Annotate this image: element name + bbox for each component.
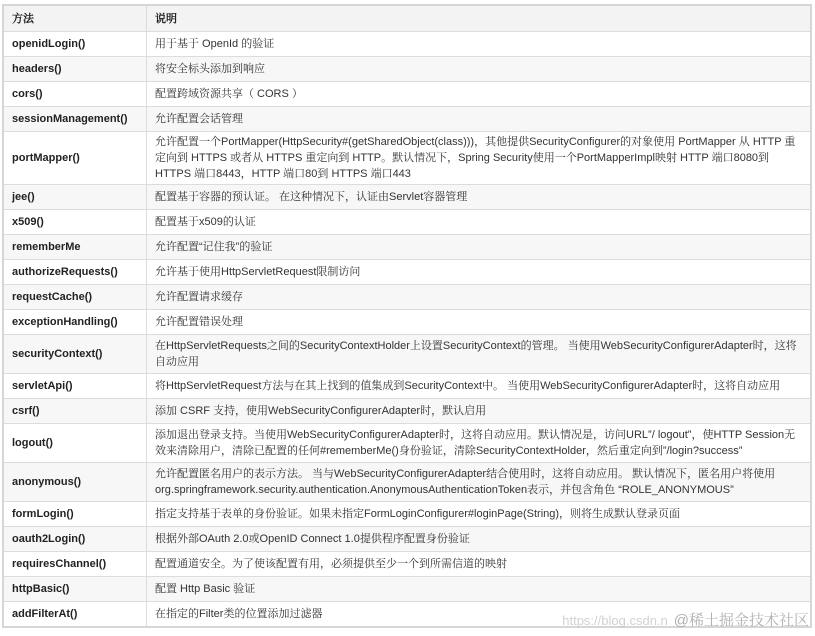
method-cell: csrf()	[3, 399, 147, 424]
watermark-text: @稀土掘金技术社区	[673, 612, 809, 629]
method-cell: httpBasic()	[3, 577, 147, 602]
method-cell: portMapper()	[3, 132, 147, 185]
method-cell: headers()	[3, 57, 147, 82]
table-row	[3, 310, 811, 335]
method-cell: exceptionHandling()	[3, 310, 147, 335]
method-cell: authorizeRequests()	[3, 260, 147, 285]
table-row	[3, 527, 811, 552]
method-cell: oauth2Login()	[3, 527, 147, 552]
description-cell: 将安全标头添加到响应	[147, 57, 812, 82]
description-cell: 允许配置会话管理	[147, 107, 812, 132]
method-cell: formLogin()	[3, 502, 147, 527]
table-row	[3, 82, 811, 107]
table-row	[3, 235, 811, 260]
table-row	[3, 424, 811, 463]
method-cell: cors()	[3, 82, 147, 107]
table-row	[3, 335, 811, 374]
description-cell: 用于基于 OpenId 的验证	[147, 32, 812, 57]
description-cell: 在指定的Filter类的位置添加过滤器	[147, 602, 812, 628]
description-cell: 允许配置错误处理	[147, 310, 812, 335]
table-row	[3, 285, 811, 310]
description-cell: 根据外部OAuth 2.0或OpenID Connect 1.0提供程序配置身份验证	[147, 527, 812, 552]
table-body	[3, 32, 811, 628]
table-row	[3, 32, 811, 57]
description-cell: 允许配置“记住我”的验证	[147, 235, 812, 260]
header-description: 说明	[147, 5, 812, 32]
method-cell: requestCache()	[3, 285, 147, 310]
table-row	[3, 552, 811, 577]
methods-table	[2, 4, 812, 628]
description-cell: 配置 Http Basic 验证	[147, 577, 812, 602]
description-cell: 添加退出登录支持。当使用WebSecurityConfigurerAdapter时，这将自动应用。默认情况是，访问URL”/ logout”，使HTTP Session无效来清除用户，清除已配置的任何#rememberMe()身份验证，清除SecurityContextHolder，然后重定向到”/login?success”	[147, 424, 812, 463]
watermark	[562, 609, 809, 630]
table-header-row	[3, 5, 811, 32]
description-cell: 添加 CSRF 支持，使用WebSecurityConfigurerAdapter时，默认启用	[147, 399, 812, 424]
table-row	[3, 210, 811, 235]
description-cell: 配置跨域资源共享（ CORS ）	[147, 82, 812, 107]
watermark-url: https://blog.csdn.n	[562, 613, 668, 628]
method-cell: rememberMe	[3, 235, 147, 260]
table-row	[3, 374, 811, 399]
method-cell: securityContext()	[3, 335, 147, 374]
table-row	[3, 399, 811, 424]
table-row	[3, 107, 811, 132]
table-row	[3, 185, 811, 210]
method-cell: jee()	[3, 185, 147, 210]
table-row	[3, 260, 811, 285]
table-row	[3, 502, 811, 527]
description-cell: 允许配置匿名用户的表示方法。 当与WebSecurityConfigurerAdapter结合使用时，这将自动应用。 默认情况下，匿名用户将使用org.springframework.security.authentication.AnonymousAuthenticationToken表示，并包含角色 “ROLE_ANONYMOUS”	[147, 463, 812, 502]
description-cell: 配置基于x509的认证	[147, 210, 812, 235]
table-row	[3, 132, 811, 185]
table-row	[3, 577, 811, 602]
method-cell: sessionManagement()	[3, 107, 147, 132]
method-cell: requiresChannel()	[3, 552, 147, 577]
table-row	[3, 57, 811, 82]
table-row	[3, 463, 811, 502]
method-cell: x509()	[3, 210, 147, 235]
method-cell: addFilterAt()	[3, 602, 147, 628]
description-cell: 在HttpServletRequests之间的SecurityContextHolder上设置SecurityContext的管理。 当使用WebSecurityConfigurerAdapter时，这将自动应用	[147, 335, 812, 374]
description-cell: 允许配置一个PortMapper(HttpSecurity#(getSharedObject(class)))，其他提供SecurityConfigurer的对象使用 PortMapper 从 HTTP 重定向到 HTTPS 或者从 HTTPS 重定向到 HTTP。默认情况下，Spring Security使用一个PortMapperImpl映射 HTTP 端口8080到 HTTPS 端口8443，HTTP 端口80到 HTTPS 端口443	[147, 132, 812, 185]
header-method: 方法	[3, 5, 147, 32]
description-cell: 允许基于使用HttpServletRequest限制访问	[147, 260, 812, 285]
method-cell: openidLogin()	[3, 32, 147, 57]
description-cell: 指定支持基于表单的身份验证。如果未指定FormLoginConfigurer#loginPage(String)，则将生成默认登录页面	[147, 502, 812, 527]
description-cell: 允许配置请求缓存	[147, 285, 812, 310]
method-cell: servletApi()	[3, 374, 147, 399]
method-cell: logout()	[3, 424, 147, 463]
method-cell: anonymous()	[3, 463, 147, 502]
description-cell: 配置通道安全。为了使该配置有用，必须提供至少一个到所需信道的映射	[147, 552, 812, 577]
description-cell: 将HttpServletRequest方法与在其上找到的值集成到SecurityContext中。 当使用WebSecurityConfigurerAdapter时，这将自动应用	[147, 374, 812, 399]
description-cell: 配置基于容器的预认证。 在这种情况下，认证由Servlet容器管理	[147, 185, 812, 210]
